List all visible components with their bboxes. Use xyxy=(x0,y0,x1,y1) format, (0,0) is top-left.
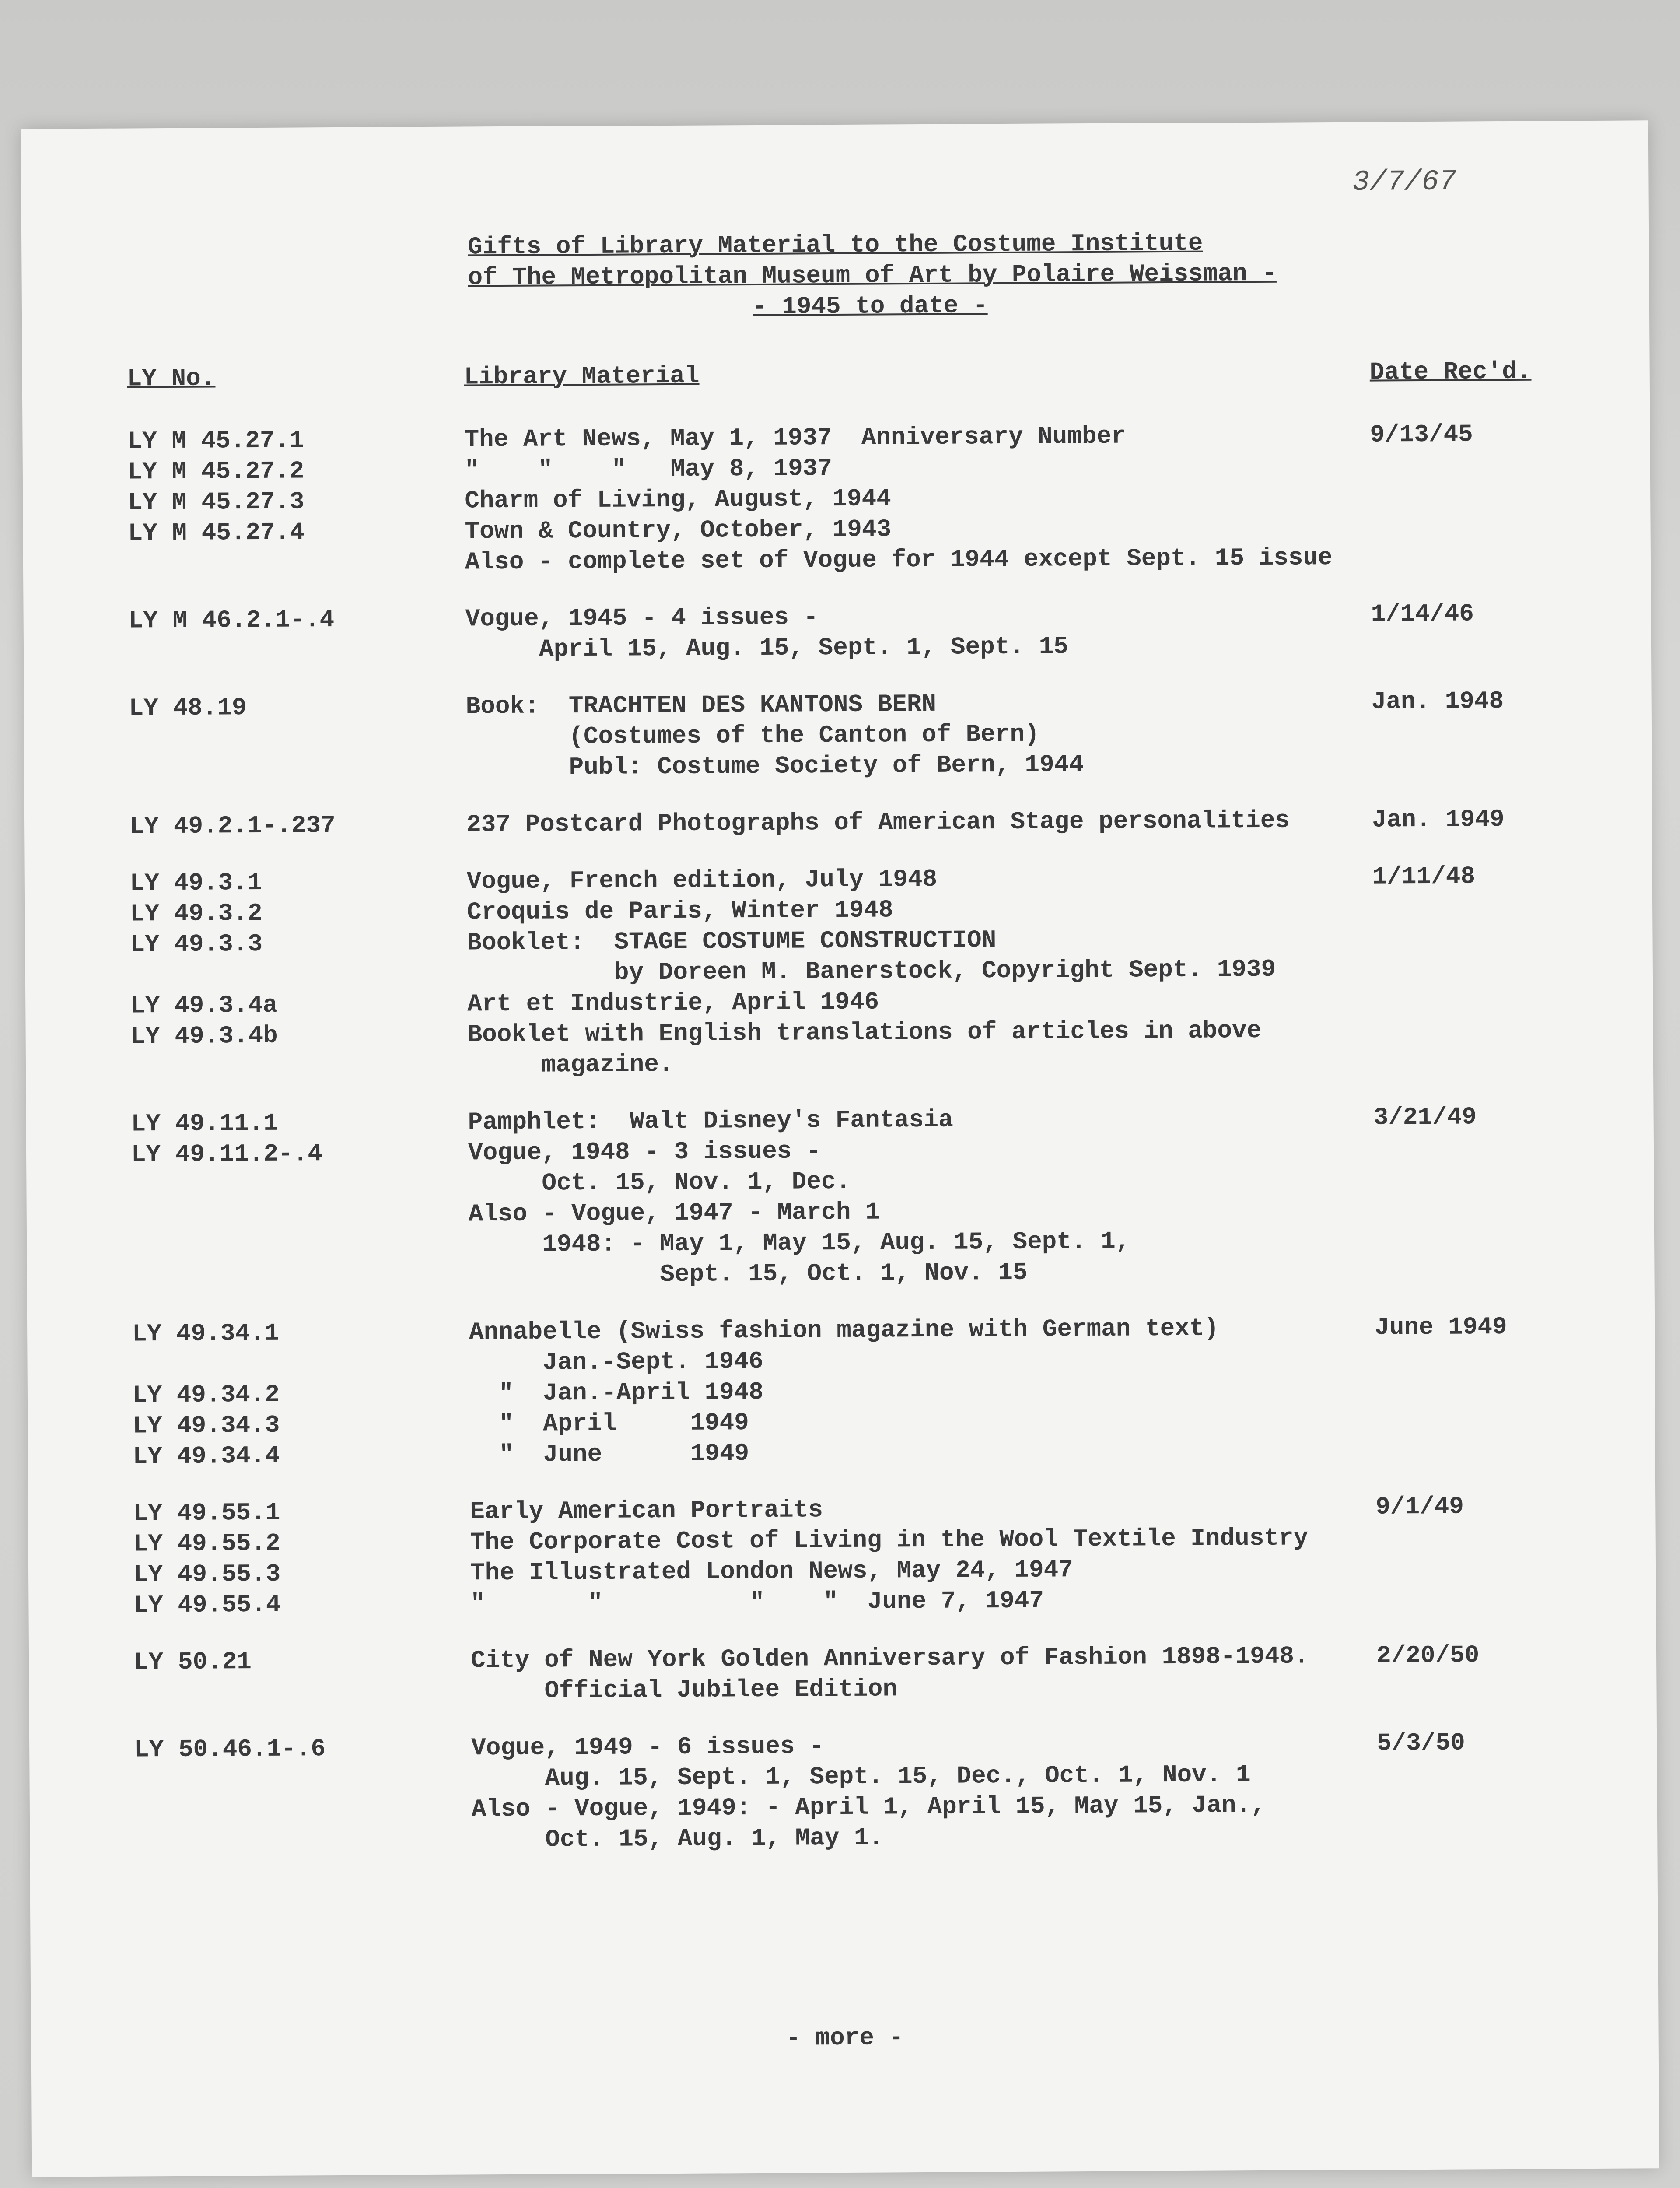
entry-number: LY 49.55.3 xyxy=(133,1560,281,1589)
entry-numbers xyxy=(130,810,436,842)
entry-number xyxy=(132,1199,438,1231)
entry-material xyxy=(470,1492,1345,1619)
material-line: Charm of Living, August, 1944 xyxy=(465,484,891,515)
document-title xyxy=(468,227,1343,323)
entry-date: 3/21/49 xyxy=(1373,1103,1477,1132)
entry-date: Jan. 1948 xyxy=(1371,687,1504,716)
list-item xyxy=(27,1311,1656,1472)
entry-number: LY M 46.2.1-.4 xyxy=(128,606,335,635)
entry-number: LY M 45.27.3 xyxy=(128,487,304,517)
entry-material xyxy=(466,687,1341,783)
document-date: 3/7/67 xyxy=(1352,165,1456,199)
material-line: 237 Postcard Photographs of American Stage personalities xyxy=(466,806,1290,839)
entry-number: LY 48.19 xyxy=(129,694,247,722)
material-line: Art et Industrie, April 1946 xyxy=(467,988,879,1018)
entry-number: LY M 45.27.1 xyxy=(127,426,304,456)
material-line: Vogue, 1945 - 4 issues - xyxy=(465,603,819,633)
material-line: City of New York Golden Anniversary of Fashion 1898-1948. xyxy=(470,1642,1309,1675)
list-item xyxy=(22,418,1651,579)
entry-number: LY 49.11.2-.4 xyxy=(131,1140,323,1169)
entry-number: LY 49.34.1 xyxy=(132,1319,280,1348)
entry-numbers xyxy=(130,866,438,1083)
entry-numbers xyxy=(129,691,436,785)
entry-number: LY 49.55.1 xyxy=(133,1498,280,1528)
list-item xyxy=(25,860,1654,1083)
material-line: The Art News, May 1, 1937 Anniversary Number xyxy=(464,422,1126,454)
entry-numbers xyxy=(133,1497,440,1621)
material-line: Booklet with English translations of articles in above xyxy=(467,1016,1262,1049)
entry-number: LY 49.3.4b xyxy=(130,1021,278,1051)
material-line: The Corporate Cost of Living in the Wool Textile Industry xyxy=(470,1524,1309,1557)
material-line: Vogue, 1949 - 6 issues - xyxy=(471,1732,824,1762)
material-line: Also - Vogue, 1949: - April 1, April 15, May 15, Jan., xyxy=(471,1791,1266,1823)
material-line: Book: TRACHTEN DES KANTONS BERN xyxy=(466,690,937,721)
entry-number: LY 50.21 xyxy=(133,1648,252,1676)
title-line-1: Gifts of Library Material to the Costume Institute xyxy=(468,229,1203,261)
material-line: Also - complete set of Vogue for 1944 except Sept. 15 issue xyxy=(465,543,1333,576)
entry-material xyxy=(469,1312,1345,1470)
entry-number xyxy=(132,1260,438,1293)
material-line: Vogue, French edition, July 1948 xyxy=(466,865,938,896)
entry-number: LY 49.2.1-.237 xyxy=(129,811,336,841)
entry-number xyxy=(130,958,437,991)
entry-material xyxy=(468,1102,1344,1290)
entry-numbers xyxy=(132,1317,439,1472)
material-line: " June 1949 xyxy=(469,1439,749,1469)
entry-material xyxy=(467,862,1343,1080)
material-line: Official Jubilee Edition xyxy=(471,1675,898,1705)
entry-number xyxy=(129,635,435,667)
entry-number xyxy=(129,722,435,754)
entry-number: LY 49.55.4 xyxy=(133,1590,281,1620)
entry-number xyxy=(134,1764,441,1796)
entry-date: Jan. 1949 xyxy=(1372,805,1505,834)
title-line-2: of The Metropolitan Museum of Art by Polaire Weissman - xyxy=(468,259,1277,292)
entries-list xyxy=(22,418,1657,1883)
entry-date: 5/3/50 xyxy=(1376,1729,1465,1757)
entry-number xyxy=(135,1825,441,1857)
column-header-number: LY No. xyxy=(127,364,216,393)
list-item xyxy=(29,1726,1657,1857)
entry-number: LY 49.55.2 xyxy=(133,1529,280,1558)
list-item xyxy=(29,1639,1657,1708)
entry-date: June 1949 xyxy=(1374,1313,1507,1342)
material-line: Also - Vogue, 1947 - March 1 xyxy=(468,1198,880,1228)
entry-date: 9/13/45 xyxy=(1370,420,1473,449)
document-page xyxy=(21,120,1659,2177)
entry-date: 2/20/50 xyxy=(1376,1641,1480,1670)
material-line: 1948: - May 1, May 15, Aug. 15, Sept. 1, xyxy=(468,1227,1130,1259)
material-line: Oct. 15, Aug. 1, May 1. xyxy=(472,1823,884,1854)
material-line: " Jan.-April 1948 xyxy=(469,1378,764,1408)
material-line: " " " " June 7, 1947 xyxy=(470,1586,1044,1618)
entry-number xyxy=(135,1794,441,1827)
material-line: Booklet: STAGE COSTUME CONSTRUCTION xyxy=(467,926,997,957)
entry-numbers xyxy=(131,1107,438,1293)
entry-material xyxy=(471,1641,1346,1706)
entry-numbers xyxy=(128,604,435,667)
entry-number: LY M 45.27.4 xyxy=(128,518,305,547)
entry-material xyxy=(471,1728,1347,1855)
material-line: Vogue, 1948 - 3 issues - xyxy=(468,1137,821,1167)
entry-material xyxy=(464,420,1340,577)
entry-numbers xyxy=(127,424,434,579)
material-line: Oct. 15, Nov. 1, Dec. xyxy=(468,1167,851,1198)
list-item xyxy=(26,1101,1655,1293)
entry-number: LY 49.3.3 xyxy=(130,929,263,959)
entry-number xyxy=(132,1348,438,1380)
material-line: Annabelle (Swiss fashion magazine with German text) xyxy=(469,1314,1219,1346)
material-line: Pamphlet: Walt Disney's Fantasia xyxy=(468,1105,953,1136)
material-line: Sept. 15, Oct. 1, Nov. 15 xyxy=(469,1258,1028,1290)
list-item xyxy=(24,685,1652,785)
material-line: " April 1949 xyxy=(469,1409,749,1438)
entry-material xyxy=(465,599,1340,665)
entry-number xyxy=(132,1230,438,1262)
entry-numbers xyxy=(134,1645,441,1708)
material-line: April 15, Aug. 15, Sept. 1, Sept. 15 xyxy=(465,632,1068,664)
entry-number xyxy=(128,547,434,579)
entry-number: LY 49.3.2 xyxy=(130,899,262,928)
list-item xyxy=(24,803,1652,842)
material-line: magazine. xyxy=(467,1050,674,1080)
material-line: (Costumes of the Canton of Bern) xyxy=(466,720,1040,751)
entry-number: LY 49.3.4a xyxy=(130,991,278,1020)
material-line: Publ: Costume Society of Bern, 1944 xyxy=(466,750,1084,782)
material-line: by Doreen M. Banerstock, Copyright Sept. 1939 xyxy=(467,955,1276,988)
entry-date: 1/14/46 xyxy=(1371,600,1474,628)
material-line: Town & Country, October, 1943 xyxy=(465,515,892,546)
title-line-3: - 1945 to date - xyxy=(752,291,988,321)
material-line: " " " May 8, 1937 xyxy=(464,454,833,484)
entry-number: LY 49.34.4 xyxy=(133,1441,280,1471)
entry-number xyxy=(129,753,435,785)
material-line: Croquis de Paris, Winter 1948 xyxy=(466,896,893,926)
entry-number: LY 50.46.1-.6 xyxy=(134,1735,326,1764)
material-line: Jan.-Sept. 1946 xyxy=(469,1347,763,1377)
material-line: The Illustrated London News, May 24, 1947 xyxy=(470,1556,1074,1587)
material-line: Early American Portraits xyxy=(470,1496,823,1526)
column-header-material: Library Material xyxy=(464,361,700,391)
column-header-date: Date Rec'd. xyxy=(1369,357,1532,386)
entry-date: 9/1/49 xyxy=(1376,1492,1464,1521)
entry-number: LY 49.34.3 xyxy=(133,1411,280,1440)
list-item xyxy=(28,1490,1656,1621)
entry-number: LY M 45.27.2 xyxy=(127,457,304,486)
entry-date: 1/11/48 xyxy=(1372,862,1476,891)
entry-material xyxy=(466,805,1341,840)
entry-number xyxy=(131,1168,438,1201)
entry-number xyxy=(134,1676,440,1708)
entry-number: LY 49.3.1 xyxy=(130,868,262,898)
entry-number xyxy=(131,1050,437,1083)
entry-numbers xyxy=(134,1733,441,1857)
entry-number: LY 49.34.2 xyxy=(132,1380,280,1410)
list-item xyxy=(23,597,1651,667)
footer-more: - more - xyxy=(786,2023,904,2052)
entry-number: LY 49.11.1 xyxy=(131,1109,278,1138)
material-line: Aug. 15, Sept. 1, Sept. 15, Dec., Oct. 1, Nov. 1 xyxy=(471,1760,1251,1793)
